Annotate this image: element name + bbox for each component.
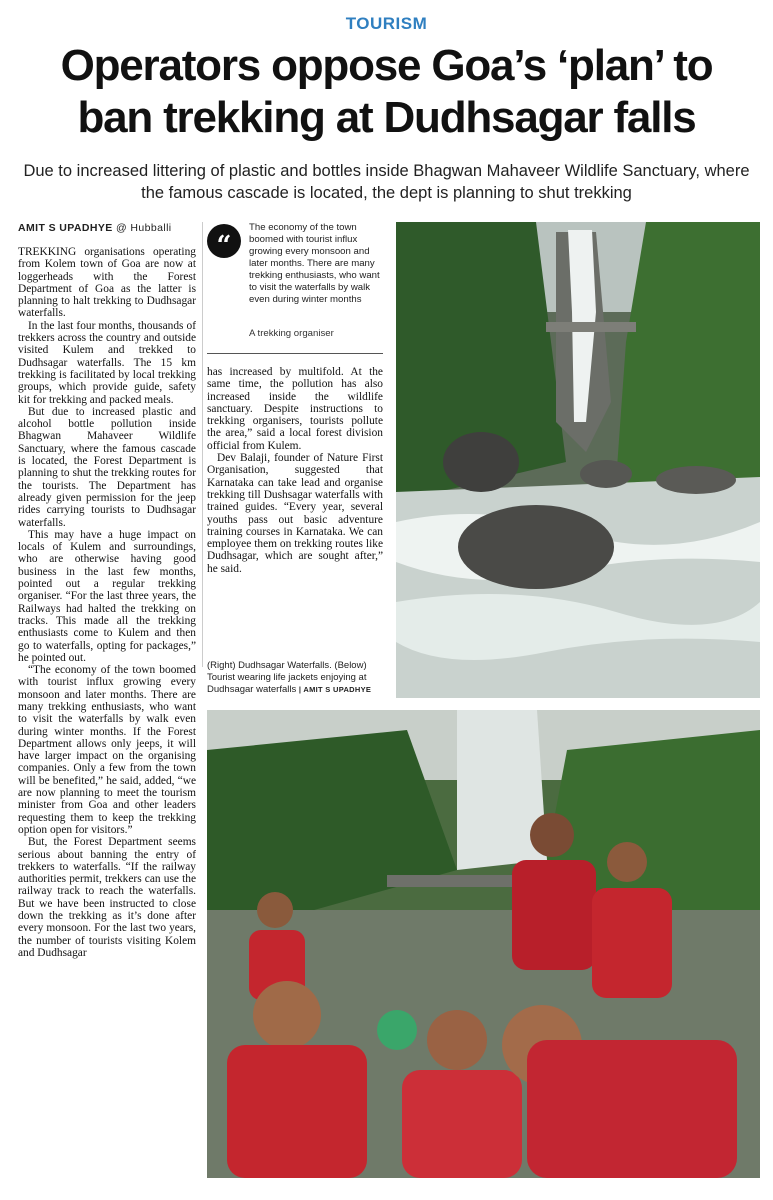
caption-credit: | AMIT S UPADHYE <box>298 685 372 694</box>
deck: Due to increased littering of plastic and bottles inside Bhagwan Mahaveer Wildlife Sanctuary, where the famous cascade is located, the dept is planning to shut trekking <box>23 162 750 202</box>
pull-quote-attribution: A trekking organiser <box>249 328 334 339</box>
photo-caption <box>207 660 387 696</box>
paragraph: But, the Forest Department seems serious about banning the entry of trekkers to waterfalls. “If the railway authorities permit, trekkers can use the railway track to reach the waterfalls. But we have been instructed to close down the trekking as it’s done after every monsoon. For the last two years, the number of tourists visiting Kolem and Dudhsagar <box>18 836 196 959</box>
pull-quote-rule <box>207 353 383 354</box>
section-label: TOURISM <box>345 14 428 33</box>
life-jacket <box>592 888 672 998</box>
byline-author: AMIT S UPADHYE <box>18 222 113 234</box>
tourists-illustration <box>207 710 760 1178</box>
paragraph: TREKKING organisations operating from Kolem town of Goa are now at loggerheads with the Forest Department of Goa as the latter is planning to halt trekking to Dudhsagar waterfalls. <box>18 246 196 320</box>
person-head <box>257 892 293 928</box>
boulder <box>458 505 614 589</box>
person-head <box>607 842 647 882</box>
article-column-2 <box>207 366 383 636</box>
paragraph: has increased by multifold. At the same time, the pollution has also increased inside the wildlife sanctuary. Despite instructions to trekking organisers, tourists pollute the area,” said a local forest division official from Kulem. <box>207 366 383 452</box>
headline-line-1: Operators oppose Goa’s ‘plan’ to <box>60 41 713 90</box>
caption-text: (Right) Dudhsagar Waterfalls. (Below) Tourist wearing life jackets enjoying at Dudhsagar waterfalls <box>207 660 367 695</box>
paragraph: But due to increased plastic and alcohol bottle pollution inside Bhagwan Mahaveer Wildlife Sanctuary, where the famous cascade is located, the Forest Department is planning to shut the trekking routes for the tourists. The Department has already given permission for the jeep rides carrying tourists to Dudhsagar waterfalls. <box>18 405 196 529</box>
boulder <box>443 432 519 492</box>
quote-icon: “ <box>207 224 241 258</box>
pull-quote <box>207 222 383 352</box>
boulder <box>656 466 736 494</box>
paragraph: This may have a huge impact on locals of Kulem and surroundings, who are otherwise having good business in the last few months, pointed out a regular trekking organiser. “For the last three years, the Railways had halted the trekking on tracks. This made all the trekking enthusiasts come to Kulem and then go to waterfalls, opting for packages,” he pointed out. <box>18 528 196 664</box>
headline-line-2: ban trekking at Dudhsagar falls <box>77 93 696 142</box>
boulder <box>580 460 632 488</box>
tourists-photo <box>207 710 760 1178</box>
byline-place: Hubballi <box>130 222 172 234</box>
green-hood <box>377 1010 417 1050</box>
person-head <box>427 1010 487 1070</box>
person-head <box>530 813 574 857</box>
paragraph: In the last four months, thousands of trekkers across the country and outside visited Kulem and trekked to Dudhsagar waterfalls. The 15 km trekking is facilitated by local trekking groups, which provide guide, safety kit for trekking and packed meals. <box>18 319 196 406</box>
headline <box>10 40 763 144</box>
life-jacket <box>402 1070 522 1178</box>
paragraph: “The economy of the town boomed with tourist influx growing every monsoon and later months. There are many trekking enthusiasts, who want to visit the waterfalls by walk even during winter months. If the Forest Department allows only jeeps, it will have larger impact on the organising companies. Only a few from the town will be benefited,” he said, added, “we are now planning to meet the tourism minister from Goa and other leaders requesting them to keep the trekking option open for visitors.” <box>18 664 196 836</box>
byline-at: @ <box>116 222 128 234</box>
railway-bridge <box>546 322 636 332</box>
river-rapids <box>396 477 760 698</box>
byline <box>18 222 172 234</box>
paragraph: Dev Balaji, founder of Nature First Organisation, suggested that Karnataka can take lead and organise trekking till Dushsagar waterfalls with trained guides. “Every year, several youths pass out basic adventure training courses in Karnataka. We can employee them on trekking routes like Dudhsagar, which are sought after,” he said. <box>207 452 383 575</box>
waterfall-photo <box>396 222 760 698</box>
pull-quote-text: The economy of the town boomed with tourist influx growing every monsoon and later months. There are many trekking enthusiasts, who want to visit the waterfalls by walk even during winter months <box>249 222 380 305</box>
column-divider <box>202 222 203 667</box>
person-head <box>253 981 321 1049</box>
article-column-1 <box>18 246 196 1196</box>
waterfall-illustration <box>396 222 760 698</box>
life-jacket <box>512 860 596 970</box>
life-jacket <box>527 1040 737 1178</box>
life-jacket <box>227 1045 367 1178</box>
